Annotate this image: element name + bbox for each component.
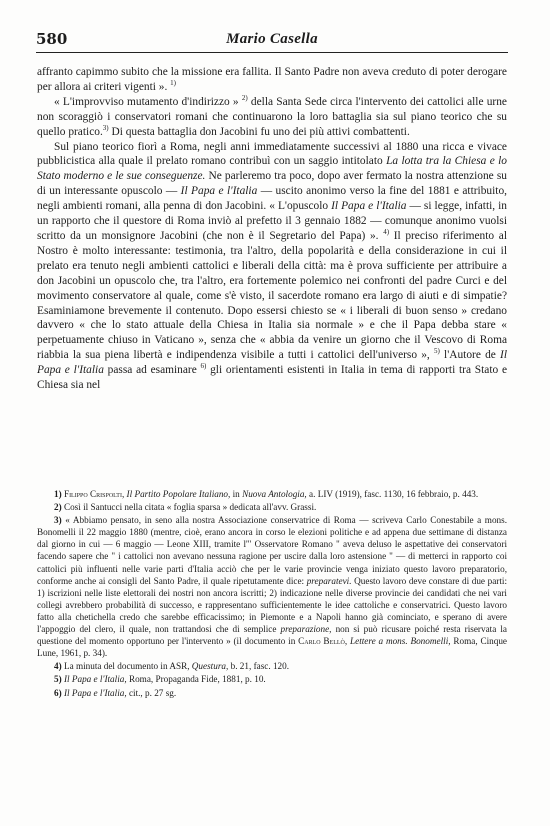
text-run: l'Autore de	[439, 349, 501, 362]
text-run: a. LIV (1919), fasc. 1130, 16 febbraio, p. 443.	[306, 489, 479, 499]
footnote-number: 3)	[54, 515, 62, 526]
footnote-number: 5)	[54, 674, 62, 685]
footnote	[37, 501, 507, 513]
footnote-text: La minuta del documento in ASR,	[63, 661, 192, 672]
footnote-italic: preparatevi.	[306, 575, 352, 586]
page-number: 580	[36, 30, 68, 48]
footnote	[37, 687, 507, 699]
italic-title: Il Papa e l'Italia	[37, 349, 507, 377]
footnote-number: 2)	[54, 502, 62, 513]
text-run: Il preciso riferimento al Nostro è molto interessante: testimonia, tra l'altro, della popolarità e della considerazione in cui il prelato era tenuto negli ambienti cattolici e liberali della città: ma è prova sufficiente per attribuire a don Jacobini un opuscolo che, tra l'altro, era fortemente polemico nei confronti del padre Curci e del movimento conservatore al quale, come s'è visto, il sacerdote romano era largo di aiuti e di simpatie? Esaminiamone brevemente il contenuto. Dopo essersi chiesto se « i liberali di buon senso » credano davvero « che lo stato attuale della Chiesa in Italia sia normale » e che il Papa debba stare « perpetuamente chiuso in Vaticano », senza che « abbia da venire un giorno che il Vescovo di Roma riabbia la sua piena libertà e indipendenza visibile a tutti i cattolici dell'universo »,	[37, 229, 507, 362]
text-run: della Santa Sede circa l'intervento dei cattolici alle urne non scoraggiò i conservatori romani che continuarono la loro battaglia sia sul piano teorico che su quello pratico.	[37, 95, 507, 138]
text-run: affranto capimmo subito che la missione era fallita. Il Santo Padre non aveva creduto di poter derogare per allora ai criteri vigenti ».	[37, 66, 507, 93]
footnote-number: 1)	[54, 489, 62, 499]
footnote	[37, 514, 507, 659]
footnote	[37, 660, 507, 672]
paragraph	[37, 95, 507, 140]
footnote-number: 6)	[54, 687, 62, 698]
text-run: in	[230, 489, 243, 499]
footnote-title: Lettere a mons. Bonomelli,	[350, 636, 451, 647]
footnote-italic: Questura,	[191, 661, 229, 672]
footnote-author: Filippo Crispolti,	[63, 489, 125, 499]
footnote-text: Roma, Propaganda Fide, 1881, p. 10.	[126, 674, 266, 685]
footnote-text: b. 21, fasc. 120.	[228, 661, 290, 672]
text-run: — si legge, infatti, in un rapporto che il questore di Roma inviò al prefetto il 3 gennaio 1882 — comunque anonimo vuolsi scritto da un monsignore Jacobini (che non è il Segretario del Papa) ».	[37, 200, 508, 242]
footnote-text: Roma, Cinque Lune, 1961, p. 34).	[37, 636, 507, 659]
footnote-ref: 3)	[102, 123, 109, 132]
footnote-title: Il Partito Popolare Italiano,	[126, 489, 231, 499]
text-run: Ne parleremo tra poco, dopo aver fermato la nostra attenzione su di un interessante opuscolo —	[37, 170, 507, 198]
footnote-italic: preparazione,	[280, 624, 332, 635]
footnotes	[37, 488, 507, 700]
text-run: passa ad esaminare	[103, 364, 197, 377]
footnote-author: Carlo Bellò,	[298, 636, 348, 647]
italic-title: Il Papa e l'Italia	[331, 200, 407, 213]
page-header	[36, 30, 508, 53]
paragraph	[37, 65, 507, 95]
text-run: Sul piano teorico fiorì a Roma, negli anni immediatamente successivi al 1880 una ricca e vivace pubblicistica alla quale il prelato romano contribuì con un saggio intitolato	[37, 140, 507, 168]
text-run: « L'improvviso mutamento d'indirizzo »	[54, 95, 239, 108]
footnote-italic: Il Papa e l'Italia,	[63, 674, 127, 685]
paragraph	[37, 140, 507, 393]
footnote	[37, 673, 507, 685]
footnote-ref: 2)	[241, 94, 248, 103]
footnote-ref: 5)	[434, 347, 440, 356]
text-run: — uscito anonimo verso la fine del 1881 e attribuito, negli ambienti romani, alla penna di don Jacobini. « L'opuscolo	[37, 185, 507, 213]
main-text	[37, 65, 507, 393]
footnote-journal: Nuova Antologia,	[242, 489, 307, 499]
footnote	[37, 488, 507, 500]
footnote-ref: 4)	[383, 228, 390, 237]
text-run: Di questa battaglia don Jacobini fu uno dei più attivi combattenti.	[108, 125, 410, 138]
footnote-italic: Il Papa e l'Italia,	[63, 687, 127, 698]
footnote-text: Così il Santucci nella citata « foglia sparsa » dedicata all'avv. Grassi.	[63, 502, 317, 513]
footnote-text: cit., p. 27 sg.	[126, 687, 177, 698]
footnote-text: Questo lavoro deve constare di due parti: 1) iscrizioni nelle liste elettorali dei nostri non ancora iscritti; 2) indicazione nelle diverse provincie dei candidati che nei vari collegi avrebbero probabilità di successo, e rappresentano sufficientemente le idee cattoliche e conservatrici. Questo lavoro fatto alla chetichella credo che sarebbe efficacissimo; in Piemonte e a Napoli hanno già cominciato, e sperano di avere l'appoggio del clero, il quale, non trattandosi che di semplice	[37, 575, 507, 635]
text-run: gli orientamenti esistenti in Italia in tema di rapporti tra Stato e Chiesa sia nel	[37, 364, 507, 392]
footnote-text: non si può ricusare poiché resta riservata la questione del momento opportuno per l'intervento » (il documento in	[37, 624, 507, 647]
running-title: Mario Casella	[226, 31, 318, 47]
footnote-text: « Abbiamo pensato, in seno alla nostra Associazione conservatrice di Roma — scriveva Carlo Conestabile a mons. Bonomelli il 22 maggio 1880 (mentre, cioè, erano ancora in corso le elezioni politiche e ad appena due settimane di distanza dal giorno in cui — 6 maggio — Leone XIII, tramite l'" Osservatore Romano " aveva deluso le aspettative dei conservatori facendo sapere che " i cattolici non avevano nessuna ragione per uscire dalla loro astensione " — di metterci in rapporto coi cattolici più influenti nelle varie parti d'Italia acciò che per le varie provincie venga iniziato questo lavoro preparatorio, conforme anche ai consigli del Santo Padre, il quale ripetutamente dice:	[37, 515, 508, 586]
footnote-number: 4)	[54, 661, 62, 672]
footnote-ref: 6)	[200, 362, 207, 371]
italic-title: La lotta tra la Chiesa e lo Stato moderno e le sue conseguenze.	[37, 155, 508, 183]
italic-title: Il Papa e l'Italia	[180, 185, 258, 198]
footnote-ref: 1)	[170, 79, 177, 88]
